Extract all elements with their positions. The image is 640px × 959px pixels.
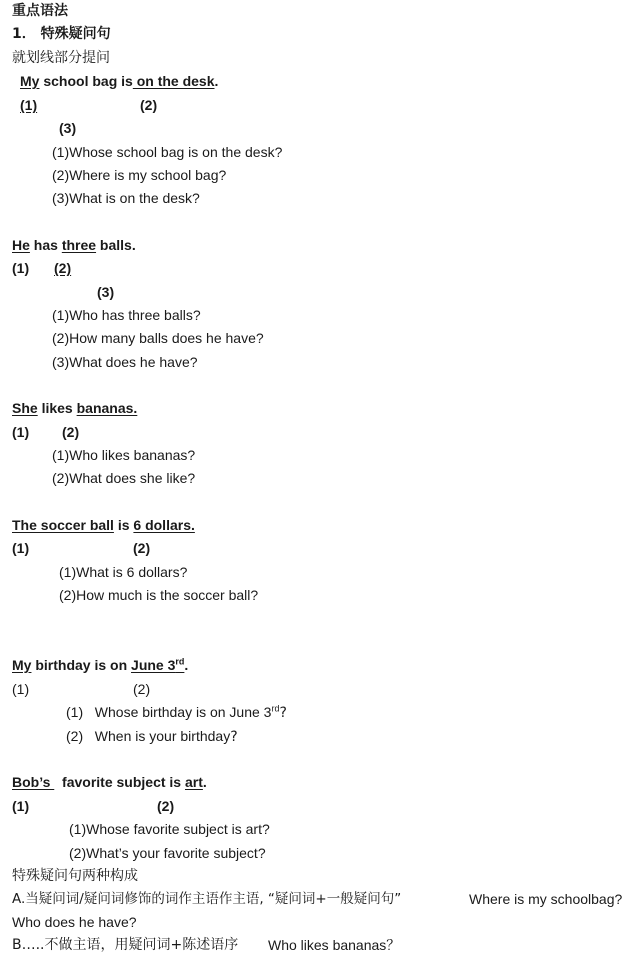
marker-2: (2) xyxy=(157,798,175,814)
answer-line xyxy=(66,727,238,746)
marker-2: (2) xyxy=(54,260,72,276)
underlined-segment: She xyxy=(12,400,38,416)
summary-b-example: Who likes bananas？ xyxy=(268,937,401,953)
summary-a-example-2: Who does he have? xyxy=(12,914,137,930)
page-heading: 重点语法 xyxy=(12,3,68,19)
marker-3: (3) xyxy=(59,120,77,136)
sentence-segment: birthday is on xyxy=(31,657,132,673)
summary-b-line: B…..不做主语，用疑问词+陈述语序 xyxy=(12,937,239,953)
sentence-segment: . xyxy=(184,657,189,673)
date-text: June 3 xyxy=(131,657,176,673)
answer-line: (2)Where is my school bag? xyxy=(52,167,227,183)
marker-2: (2) xyxy=(140,97,158,113)
answer-line: (3)What is on the desk? xyxy=(52,190,200,206)
sentence-segment: . xyxy=(202,774,207,790)
answer-line: (1)Who likes bananas? xyxy=(52,447,196,463)
marker-2: (2) xyxy=(133,681,151,697)
underlined-segment xyxy=(131,657,184,673)
underlined-segment: My xyxy=(12,657,32,673)
answer-line: (2)What does she like? xyxy=(52,470,196,486)
marker-1: (1) xyxy=(12,681,30,697)
answer-number: (1) xyxy=(66,704,84,720)
sentence-segment: balls. xyxy=(96,237,136,253)
example-4-sentence xyxy=(12,516,195,534)
sentence-segment: . xyxy=(214,73,219,89)
answer-line: (1)What is 6 dollars? xyxy=(59,564,188,580)
answer-line: (3)What does he have? xyxy=(52,354,198,370)
ordinal-suffix: rd xyxy=(175,656,185,667)
answer-text: When is your birthday xyxy=(94,728,231,744)
section-title: 1． 特殊疑问句 xyxy=(12,26,111,42)
answer-line: (2)How much is the soccer ball? xyxy=(59,587,259,603)
question-mark: ? xyxy=(279,705,287,721)
answer-text: Whose birthday is on June 3 xyxy=(94,704,272,720)
example-3-sentence xyxy=(12,399,137,417)
instruction-text: 就划线部分提问 xyxy=(12,50,110,66)
marker-1: (1) xyxy=(20,97,38,113)
marker-1: (1) xyxy=(12,424,30,440)
answer-line: (2)How many balls does he have? xyxy=(52,330,264,346)
underlined-segment: The soccer ball xyxy=(12,517,114,533)
example-2-sentence xyxy=(12,236,136,254)
ordinal-suffix: rd xyxy=(271,703,280,714)
underlined-segment: bananas. xyxy=(76,400,138,416)
marker-1: (1) xyxy=(12,260,30,276)
underlined-segment: three xyxy=(61,237,97,253)
sentence-segment: favorite subject is xyxy=(54,774,185,790)
answer-line: (1)Whose school bag is on the desk? xyxy=(52,144,283,160)
question-mark: ? xyxy=(230,729,238,745)
marker-1: (1) xyxy=(12,798,30,814)
underlined-segment: 6 dollars. xyxy=(133,517,195,533)
underlined-segment: My xyxy=(20,73,40,89)
sentence-segment: likes xyxy=(37,400,77,416)
example-6-sentence xyxy=(12,773,207,791)
underlined-segment: He xyxy=(12,237,30,253)
answer-line: (2)What’s your favorite subject? xyxy=(69,845,266,861)
marker-2: (2) xyxy=(62,424,80,440)
marker-3: (3) xyxy=(97,284,115,300)
marker-2: (2) xyxy=(133,540,151,556)
answer-line xyxy=(66,703,287,722)
marker-1: (1) xyxy=(12,540,30,556)
example-5-sentence xyxy=(12,656,188,674)
sentence-segment: school bag is xyxy=(39,73,133,89)
answer-number: (2) xyxy=(66,728,84,744)
answer-line: (1)Who has three balls? xyxy=(52,307,201,323)
answer-line: (1)Whose favorite subject is art? xyxy=(69,821,270,837)
underlined-segment: on the desk xyxy=(132,73,215,89)
summary-title: 特殊疑问句两种构成 xyxy=(12,868,138,884)
underlined-segment: art xyxy=(184,774,203,790)
sentence-segment: has xyxy=(29,237,62,253)
summary-a-example: Where is my schoolbag? xyxy=(469,891,623,907)
example-1-sentence xyxy=(20,72,218,90)
underlined-segment: Bob’s xyxy=(12,774,55,790)
summary-a-line: A.当疑问词/疑问词修饰的词作主语作主语, “疑问词+一般疑问句” xyxy=(12,891,402,907)
sentence-segment: is xyxy=(113,517,134,533)
